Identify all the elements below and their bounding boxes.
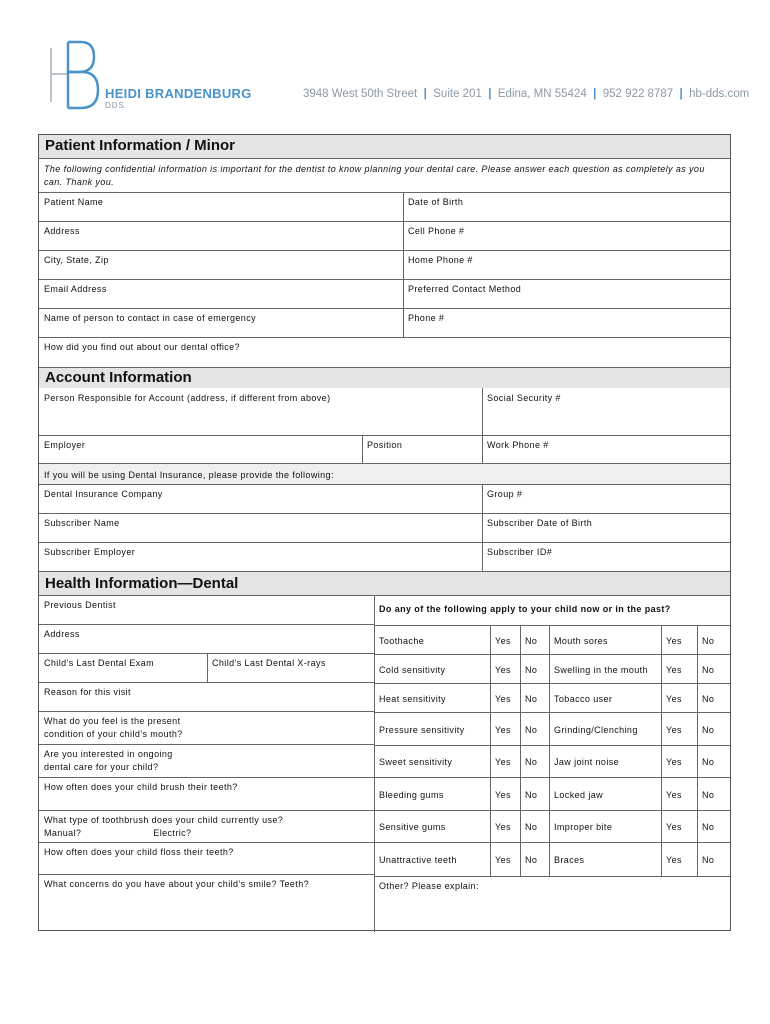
smile-concerns-field[interactable]: What concerns do you have about your child’s smile? Teeth? xyxy=(44,879,310,889)
condition-right-yes[interactable]: Yes xyxy=(666,694,682,704)
previous-dentist-address-field[interactable]: Address xyxy=(44,629,80,639)
condition-right-yes[interactable]: Yes xyxy=(666,790,682,800)
condition-left-no[interactable]: No xyxy=(525,636,538,646)
subscriber-name-field[interactable]: Subscriber Name xyxy=(44,518,120,528)
condition-right-label: Mouth sores xyxy=(554,636,608,646)
practice-name: HEIDI BRANDENBURG xyxy=(105,86,252,101)
ongoing-care-label-2: dental care for your child? xyxy=(44,762,159,773)
electric-option[interactable]: Electric? xyxy=(153,828,192,839)
condition-left-label: Heat sensitivity xyxy=(379,694,446,704)
condition-left-yes[interactable]: Yes xyxy=(495,822,511,832)
ongoing-care-label-1: Are you interested in ongoing xyxy=(44,749,173,759)
condition-left-yes[interactable]: Yes xyxy=(495,665,511,675)
condition-left-no[interactable]: No xyxy=(525,757,538,767)
email-field[interactable]: Email Address xyxy=(44,284,107,294)
home-phone-field[interactable]: Home Phone # xyxy=(408,255,473,265)
condition-right-no[interactable]: No xyxy=(702,636,715,646)
work-phone-field[interactable]: Work Phone # xyxy=(487,440,549,450)
subscriber-employer-field[interactable]: Subscriber Employer xyxy=(44,547,136,557)
flossing-frequency-field[interactable]: How often does your child floss their teeth? xyxy=(44,847,234,857)
mouth-condition-field[interactable] xyxy=(39,712,374,744)
city-state-zip-field[interactable]: City, State, Zip xyxy=(44,255,109,265)
street-address: 3948 West 50th Street xyxy=(303,88,418,100)
condition-left-yes[interactable]: Yes xyxy=(495,694,511,704)
condition-left-label: Sweet sensitivity xyxy=(379,757,453,767)
condition-right-no[interactable]: No xyxy=(702,665,715,675)
city-state-zip: Edina, MN 55424 xyxy=(497,88,587,100)
condition-right-no[interactable]: No xyxy=(702,725,715,735)
condition-left-no[interactable]: No xyxy=(525,790,538,800)
other-explain-field[interactable]: Other? Please explain: xyxy=(379,881,479,891)
emergency-contact-field[interactable]: Name of person to contact in case of emergency xyxy=(44,313,257,323)
responsible-party-field[interactable]: Person Responsible for Account (address, if different from above) xyxy=(44,393,331,403)
subscriber-id-field[interactable]: Subscriber ID# xyxy=(487,547,553,557)
condition-right-label: Locked jaw xyxy=(554,790,604,800)
referral-source-field[interactable]: How did you find out about our dental office? xyxy=(44,342,240,352)
condition-right-yes[interactable]: Yes xyxy=(666,725,682,735)
ongoing-care-field[interactable] xyxy=(39,745,374,777)
toothbrush-type-label: What type of toothbrush does your child currently use? xyxy=(44,815,284,825)
condition-left-no[interactable]: No xyxy=(525,665,538,675)
insurance-note: If you will be using Dental Insurance, please provide the following: xyxy=(44,470,334,480)
condition-right-no[interactable]: No xyxy=(702,694,715,704)
condition-right-yes[interactable]: Yes xyxy=(666,636,682,646)
subscriber-dob-field[interactable]: Subscriber Date of Birth xyxy=(487,518,593,528)
insurance-company-field[interactable]: Dental Insurance Company xyxy=(44,489,163,499)
toothbrush-type-field[interactable] xyxy=(39,811,374,842)
condition-left-label: Cold sensitivity xyxy=(379,665,446,675)
condition-left-yes[interactable]: Yes xyxy=(495,636,511,646)
emergency-phone-field[interactable]: Phone # xyxy=(408,313,445,323)
ssn-field[interactable]: Social Security # xyxy=(487,393,561,403)
health-section-title: Health Information—Dental xyxy=(45,575,239,592)
condition-left-yes[interactable]: Yes xyxy=(495,757,511,767)
condition-left-label: Pressure sensitivity xyxy=(379,725,465,735)
date-of-birth-field[interactable]: Date of Birth xyxy=(408,197,464,207)
practice-address-line: 3948 West 50th Street | Suite 201 | Edina, MN 55424 | 952 922 8787 | hb-dds.com xyxy=(303,88,750,100)
previous-dentist-field[interactable]: Previous Dentist xyxy=(44,600,116,610)
condition-left-label: Unattractive teeth xyxy=(379,855,457,865)
brushing-frequency-field[interactable]: How often does your child brush their teeth? xyxy=(44,782,238,792)
condition-right-label: Braces xyxy=(554,855,585,865)
hb-monogram-logo xyxy=(48,40,100,112)
account-section-title: Account Information xyxy=(45,369,192,386)
condition-left-yes[interactable]: Yes xyxy=(495,725,511,735)
condition-right-label: Swelling in the mouth xyxy=(554,665,648,675)
practice-credential: DDS xyxy=(105,101,125,110)
patient-form xyxy=(38,134,731,931)
mouth-condition-label-1: What do you feel is the present xyxy=(44,716,181,726)
mouth-condition-label-2: condition of your child’s mouth? xyxy=(44,729,183,740)
cell-phone-field[interactable]: Cell Phone # xyxy=(408,226,465,236)
last-xrays-field[interactable]: Child’s Last Dental X-rays xyxy=(212,658,326,668)
address-field[interactable]: Address xyxy=(44,226,80,236)
condition-left-label: Bleeding gums xyxy=(379,790,444,800)
condition-left-no[interactable]: No xyxy=(525,855,538,865)
condition-left-label: Toothache xyxy=(379,636,425,646)
condition-right-yes[interactable]: Yes xyxy=(666,757,682,767)
condition-right-label: Improper bite xyxy=(554,822,613,832)
group-number-field[interactable]: Group # xyxy=(487,489,523,499)
condition-left-yes[interactable]: Yes xyxy=(495,790,511,800)
condition-right-no[interactable]: No xyxy=(702,757,715,767)
condition-right-no[interactable]: No xyxy=(702,855,715,865)
condition-left-no[interactable]: No xyxy=(525,694,538,704)
toothbrush-options xyxy=(44,827,369,840)
condition-right-yes[interactable]: Yes xyxy=(666,822,682,832)
condition-right-label: Grinding/Clenching xyxy=(554,725,638,735)
practice-website: hb-dds.com xyxy=(689,88,750,100)
conditions-question: Do any of the following apply to your child now or in the past? xyxy=(379,604,671,614)
visit-reason-field[interactable]: Reason for this visit xyxy=(44,687,131,697)
position-field[interactable]: Position xyxy=(367,440,403,450)
condition-left-no[interactable]: No xyxy=(525,725,538,735)
patient-name-field[interactable]: Patient Name xyxy=(44,197,104,207)
patient-section-title: Patient Information / Minor xyxy=(45,137,235,154)
preferred-contact-field[interactable]: Preferred Contact Method xyxy=(408,284,522,294)
manual-option[interactable]: Manual? xyxy=(44,828,82,839)
suite: Suite 201 xyxy=(433,88,482,100)
condition-right-yes[interactable]: Yes xyxy=(666,665,682,675)
letterhead xyxy=(0,0,770,130)
condition-right-label: Jaw joint noise xyxy=(554,757,620,767)
employer-field[interactable]: Employer xyxy=(44,440,86,450)
condition-right-label: Tobacco user xyxy=(554,694,613,704)
condition-left-label: Sensitive gums xyxy=(379,822,446,832)
condition-left-no[interactable]: No xyxy=(525,822,538,832)
practice-phone: 952 922 8787 xyxy=(602,88,674,100)
condition-left-yes[interactable]: Yes xyxy=(495,855,511,865)
intro-text: The following confidential information is important for the dentist to know planning your dental care. Please answer each question as completely as you can. Thank you. xyxy=(44,164,705,188)
condition-right-no[interactable]: No xyxy=(702,790,715,800)
last-exam-field[interactable]: Child’s Last Dental Exam xyxy=(44,658,154,668)
condition-right-yes[interactable]: Yes xyxy=(666,855,682,865)
condition-right-no[interactable]: No xyxy=(702,822,715,832)
